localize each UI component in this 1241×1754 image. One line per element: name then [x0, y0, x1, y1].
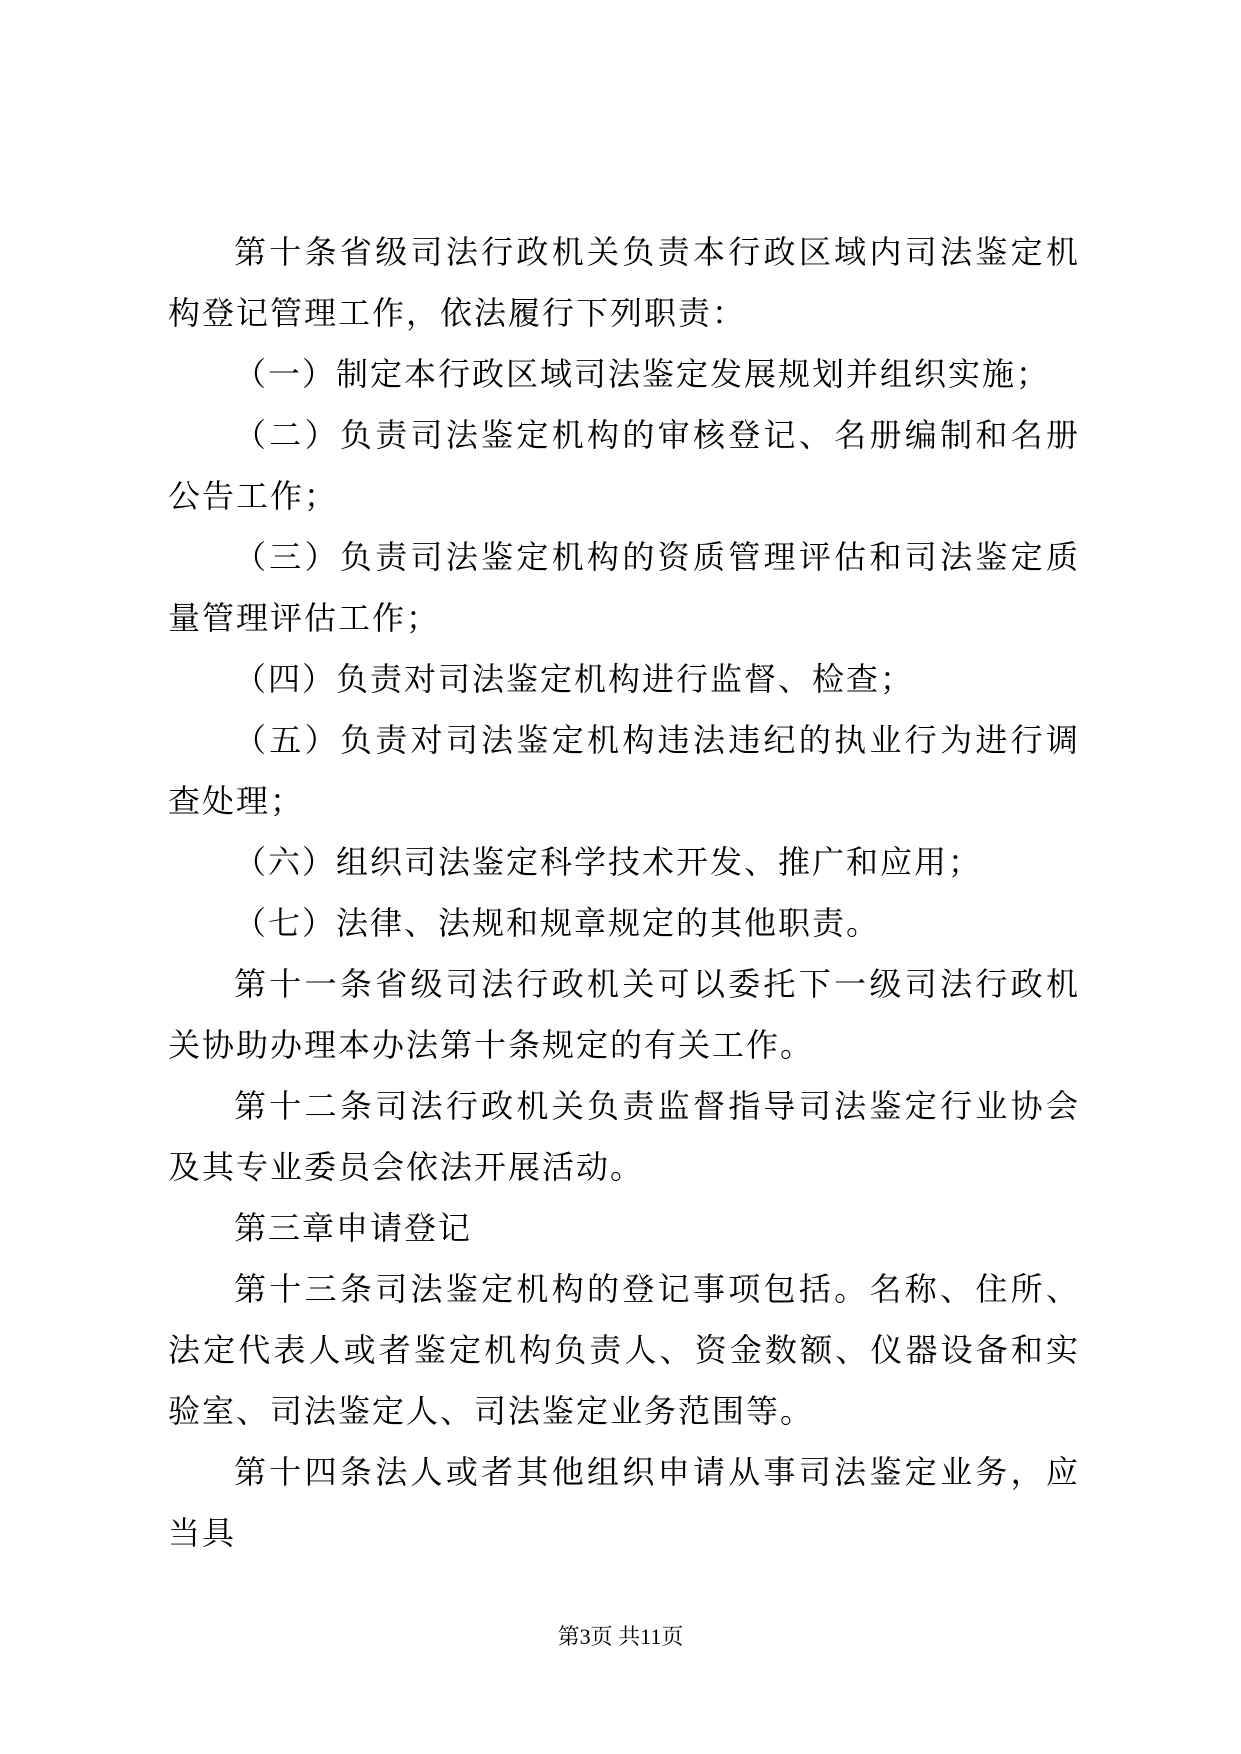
- list-item-5: （五）负责对司法鉴定机构违法违纪的执业行为进行调查处理；: [168, 721, 1080, 820]
- article-11: 第十一条省级司法行政机关可以委托下一级司法行政机关协助办理本办法第十条规定的有关工作。: [168, 965, 1080, 1064]
- list-item-4: （四）负责对司法鉴定机构进行监督、检查；: [234, 660, 915, 698]
- list-item-6: （六）组织司法鉴定科学技术开发、推广和应用；: [234, 843, 983, 881]
- list-item-1: （一）制定本行政区域司法鉴定发展规划并组织实施；: [234, 355, 1051, 393]
- list-item-7: （七）法律、法规和规章规定的其他职责。: [234, 904, 881, 942]
- article-14: 第十四条法人或者其他组织申请从事司法鉴定业务，应当具: [168, 1453, 1080, 1552]
- document-body: [168, 222, 1080, 1564]
- list-item-3: （三）负责司法鉴定机构的资质管理评估和司法鉴定质量管理评估工作；: [168, 538, 1080, 637]
- page-footer: [0, 1622, 1241, 1652]
- page-number: 第3页 共11页: [557, 1624, 684, 1649]
- list-item-2: （二）负责司法鉴定机构的审核登记、名册编制和名册公告工作；: [168, 416, 1080, 515]
- article-12: 第十二条司法行政机关负责监督指导司法鉴定行业协会及其专业委员会依法开展活动。: [168, 1087, 1080, 1186]
- chapter-heading: 第三章申请登记: [234, 1209, 473, 1247]
- article-13: 第十三条司法鉴定机构的登记事项包括。名称、住所、法定代表人或者鉴定机构负责人、资金数额、仪器设备和实验室、司法鉴定人、司法鉴定业务范围等。: [168, 1270, 1080, 1430]
- article-10: 第十条省级司法行政机关负责本行政区域内司法鉴定机构登记管理工作，依法履行下列职责：: [168, 233, 1080, 332]
